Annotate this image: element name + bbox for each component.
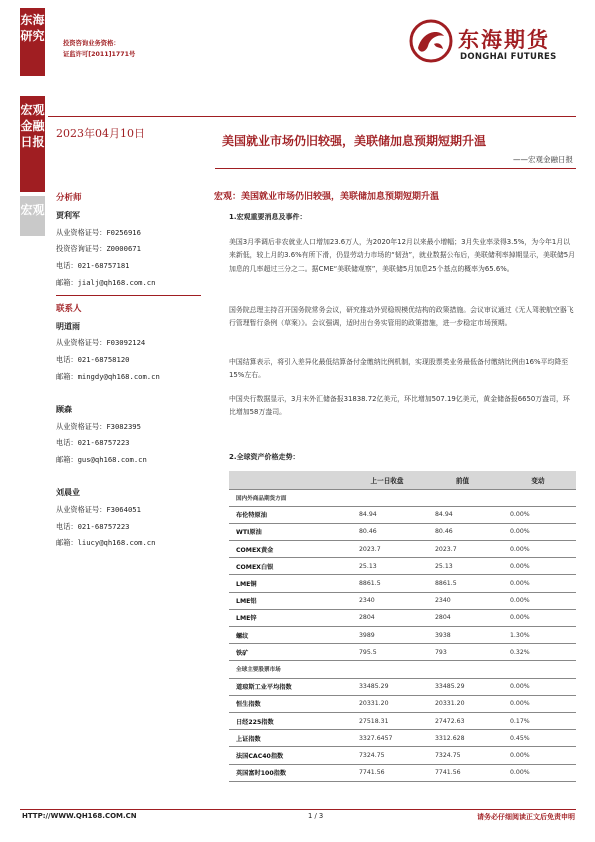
header-divider [48, 116, 576, 117]
asset-name: 英国富时100指数 [229, 764, 349, 781]
qualification-block [63, 38, 135, 60]
asset-name: WTI原油 [229, 523, 349, 540]
table-header-row [229, 471, 576, 489]
news-paragraph: 中国央行数据显示，3月末外汇储备报31838.72亿美元，环比增加507.19亿美元，黄金储备报6650万盎司，环比增加58万盎司。 [229, 395, 570, 417]
news-paragraph: 美国3月季调后非农就业人口增加23.6万人，为2020年12月以来最小增幅；3月失业率录得3.5%，为今年1月以来新低，较上月的3.6%有所下滑，仍显劳动力市场的“韧劲”，就业数据公布后，美联储利率掉期显示，美联储5月加息的几率超过三分之二。据CME“美联储观察”，美联储5月加息25个基点的概率为65.6%。 [229, 238, 575, 273]
table-row [229, 541, 576, 558]
table-group-label: 国内外商品期货方面 [229, 489, 576, 506]
table-row [229, 523, 576, 540]
change-value: 0.00% [500, 592, 576, 609]
column-header [229, 471, 349, 489]
asset-name: LME铝 [229, 592, 349, 609]
column-header: 变动 [500, 471, 576, 489]
sidebar-divider [56, 295, 201, 296]
table-row [229, 644, 576, 661]
side-label-macro-text: 宏观 [20, 203, 45, 217]
change-value: 0.00% [500, 541, 576, 558]
contact-email[interactable]: 邮箱：mingdy@qh168.com.cn [56, 371, 160, 381]
change-value: 0.32% [500, 644, 576, 661]
previous-value: 8861.5 [425, 575, 500, 592]
table-group-row [229, 489, 576, 506]
previous-value: 2804 [425, 609, 500, 626]
previous-value: 7324.75 [425, 747, 500, 764]
asset-name: 道琼斯工业平均指数 [229, 678, 349, 695]
change-value: 0.00% [500, 764, 576, 781]
table-row [229, 764, 576, 781]
table-row [229, 712, 576, 729]
previous-value: 793 [425, 644, 500, 661]
footer-url-link[interactable]: HTTP://WWW.QH168.COM.CN [22, 812, 137, 820]
table-row [229, 575, 576, 592]
asset-name: 恒生指数 [229, 695, 349, 712]
news-paragraph: 中国结算表示，将引入差异化最低结算备付金缴纳比例机制，实现股票类业务最低备付缴纳比例由16%平均降至15%左右。 [229, 358, 569, 380]
analyst-phone: 电话：021-68757181 [56, 261, 130, 271]
previous-value: 27472.63 [425, 712, 500, 729]
report-date: 2023年04月10日 [56, 127, 145, 140]
previous-value: 2023.7 [425, 541, 500, 558]
footer-divider [20, 809, 576, 810]
asset-name: LME铜 [229, 575, 349, 592]
table-row [229, 506, 576, 523]
asset-name: COMEX白银 [229, 558, 349, 575]
last-close-value: 3989 [349, 627, 425, 644]
brand-logo [408, 18, 578, 68]
table-group-row [229, 661, 576, 678]
column-header: 前值 [425, 471, 500, 489]
last-close-value: 2804 [349, 609, 425, 626]
asset-table-body [229, 489, 576, 781]
last-close-value: 7324.75 [349, 747, 425, 764]
analyst-license: 从业资格证号：F0256916 [56, 227, 141, 237]
change-value: 0.00% [500, 747, 576, 764]
brand-name-en: DONGHAI FUTURES [460, 52, 557, 62]
change-value: 0.45% [500, 730, 576, 747]
analyst-sidebar [56, 190, 201, 552]
contact-name: 顾森 [56, 404, 72, 414]
previous-value: 80.46 [425, 523, 500, 540]
side-label-research [20, 8, 45, 76]
table-row [229, 695, 576, 712]
table-row [229, 627, 576, 644]
asset-name: 铁矿 [229, 644, 349, 661]
change-value: 0.00% [500, 695, 576, 712]
side-label-macro [20, 196, 45, 236]
contact-email[interactable]: 邮箱：liucy@qh168.com.cn [56, 538, 156, 548]
contact-phone: 电话：021-68758120 [56, 355, 130, 365]
analyst-email[interactable]: 邮箱：jialj@qh168.com.cn [56, 277, 156, 287]
title-divider [215, 168, 576, 169]
asset-name: 日经225指数 [229, 712, 349, 729]
change-value: 0.00% [500, 575, 576, 592]
asset-name: 上证指数 [229, 730, 349, 747]
previous-value: 33485.29 [425, 678, 500, 695]
brand-name-cn: 东海期货 [458, 28, 550, 52]
change-value: 0.00% [500, 523, 576, 540]
last-close-value: 27518.31 [349, 712, 425, 729]
contact-name: 明道雨 [56, 321, 80, 331]
analyst-name: 贾利军 [56, 210, 80, 220]
section-1-title: 1.宏观重要消息及事件： [229, 213, 307, 221]
change-value: 1.30% [500, 627, 576, 644]
side-label-research-text: 东海研究 [20, 13, 45, 43]
side-label-daily-text: 宏观金融日报 [20, 103, 45, 149]
previous-value: 3312.628 [425, 730, 500, 747]
column-header: 上一日收盘 [349, 471, 425, 489]
contact-license: 从业资格证号：F03092124 [56, 338, 146, 348]
table-row [229, 558, 576, 575]
last-close-value: 25.13 [349, 558, 425, 575]
contact-license: 从业资格证号：F3064051 [56, 504, 141, 514]
change-value: 0.00% [500, 678, 576, 695]
previous-value: 2340 [425, 592, 500, 609]
table-row [229, 609, 576, 626]
last-close-value: 80.46 [349, 523, 425, 540]
last-close-value: 795.5 [349, 644, 425, 661]
contact-license: 从业资格证号：F3082395 [56, 421, 141, 431]
contact-phone: 电话：021-68757223 [56, 521, 130, 531]
table-row [229, 592, 576, 609]
asset-name: 螺纹 [229, 627, 349, 644]
last-close-value: 2023.7 [349, 541, 425, 558]
previous-value: 25.13 [425, 558, 500, 575]
previous-value: 84.94 [425, 506, 500, 523]
macro-heading: 宏观：美国就业市场仍旧较强，美联储加息预期短期升温 [214, 192, 440, 202]
asset-name: 法国CAC40指数 [229, 747, 349, 764]
analyst-advisory-license: 投资咨询证号：Z0000671 [56, 244, 141, 254]
page-number: 1 / 3 [308, 812, 324, 820]
contact-email[interactable]: 邮箱：gus@qh168.com.cn [56, 455, 147, 465]
asset-price-table [229, 471, 576, 782]
last-close-value: 8861.5 [349, 575, 425, 592]
dragon-logo-icon [408, 18, 454, 64]
table-group-label: 全球主要股票市场 [229, 661, 576, 678]
previous-value: 7741.56 [425, 764, 500, 781]
contacts-heading: 联系人 [56, 303, 82, 314]
qualification-line-2: 证监许可[2011]1771号 [63, 51, 136, 58]
asset-name: COMEX黄金 [229, 541, 349, 558]
qualification-line-1: 投资咨询业务资格： [63, 40, 120, 47]
report-subtitle: ——宏观金融日报 [513, 155, 573, 164]
last-close-value: 20331.20 [349, 695, 425, 712]
section-2-title: 2.全球资产价格走势： [229, 453, 300, 461]
asset-name: 布伦特原油 [229, 506, 349, 523]
change-value: 0.00% [500, 558, 576, 575]
previous-value: 20331.20 [425, 695, 500, 712]
news-paragraph: 国务院总理主持召开国务院常务会议，研究推动外贸稳规模优结构的政策措施。会议审议通过《无人驾驶航空器飞行管理暂行条例（草案）》。会议强调，适时出台务实管用的政策措施，进一步稳定市场预期。 [229, 306, 574, 328]
last-close-value: 7741.56 [349, 764, 425, 781]
report-title: 美国就业市场仍旧较强，美联储加息预期短期升温 [222, 134, 487, 148]
asset-name: LME锌 [229, 609, 349, 626]
change-value: 0.00% [500, 506, 576, 523]
analyst-heading: 分析师 [56, 193, 82, 203]
contact-phone: 电话：021-68757223 [56, 438, 130, 448]
last-close-value: 3327.6457 [349, 730, 425, 747]
side-label-daily [20, 96, 45, 192]
last-close-value: 84.94 [349, 506, 425, 523]
footer-disclaimer: 请务必仔细阅读正文后免责申明 [477, 813, 575, 821]
previous-value: 3938 [425, 627, 500, 644]
contact-name: 刘晨业 [56, 487, 80, 497]
last-close-value: 33485.29 [349, 678, 425, 695]
last-close-value: 2340 [349, 592, 425, 609]
table-row [229, 730, 576, 747]
change-value: 0.17% [500, 712, 576, 729]
table-row [229, 747, 576, 764]
change-value: 0.00% [500, 609, 576, 626]
table-row [229, 678, 576, 695]
